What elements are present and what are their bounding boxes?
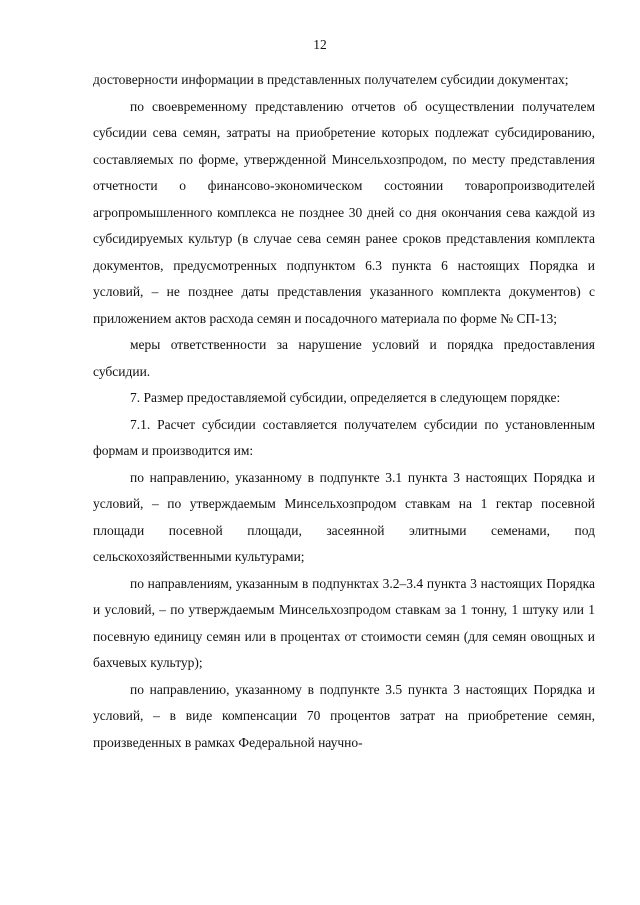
page-number: 12 xyxy=(313,37,327,52)
paragraph-reliability: достоверности информации в представленных получателем субсидии документах; xyxy=(93,72,569,87)
paragraph-section-7: 7. Размер предоставляемой субсидии, определяется в следующем порядке: xyxy=(130,390,561,405)
paragraph-reporting: по своевременному представлению отчетов об осуществлении получателем субсидии сева семян, затраты на приобретение которых подлежат субсидированию, составляемых по форме, утвержденной Минсельхозпродом, по месту представления отчетности о финансово-экономическом состоянии товаропроизводителей агропромышленного комплекса не позднее 30 дней со дня окончания сева каждой из субсидируемых культур (в случае сева семян ранее сроков представления комплекта документов, предусмотренных подпунктом 6.3 пункта 6 настоящих Порядка и условий, – не позднее даты представления указанного комплекта документов) с приложением актов расхода семян и посадочного материала по форме № СП-13; xyxy=(93,98,595,326)
paragraph-direction-3-1: по направлению, указанному в подпункте 3.1 пункта 3 настоящих Порядка и условий, – по утверждаемым Минсельхозпродом ставкам на 1 гектар посевной площади посевной площади, засеянной элитными семенами, под сельскохозяйственными культурами; xyxy=(93,469,595,564)
paragraph-responsibility: меры ответственности за нарушение условий и порядка предоставления субсидии. xyxy=(93,337,595,379)
paragraph-directions-3-2-3-4: по направлениям, указанным в подпунктах 3.2–3.4 пункта 3 настоящих Порядка и условий, – по утверждаемым Минсельхозпродом ставкам за 1 тонну, 1 штуку или 1 посевную единицу семян или в процентах от стоимости семян (для семян овощных и бахчевых культур); xyxy=(93,575,595,670)
paragraph-section-7-1: 7.1. Расчет субсидии составляется получателем субсидии по установленным формам и производится им: xyxy=(93,416,595,458)
document-body xyxy=(93,67,595,756)
paragraph-direction-3-5: по направлению, указанному в подпункте 3.5 пункта 3 настоящих Порядка и условий, – в виде компенсации 70 процентов затрат на приобретение семян, произведенных в рамках Федеральной научно- xyxy=(93,681,595,750)
